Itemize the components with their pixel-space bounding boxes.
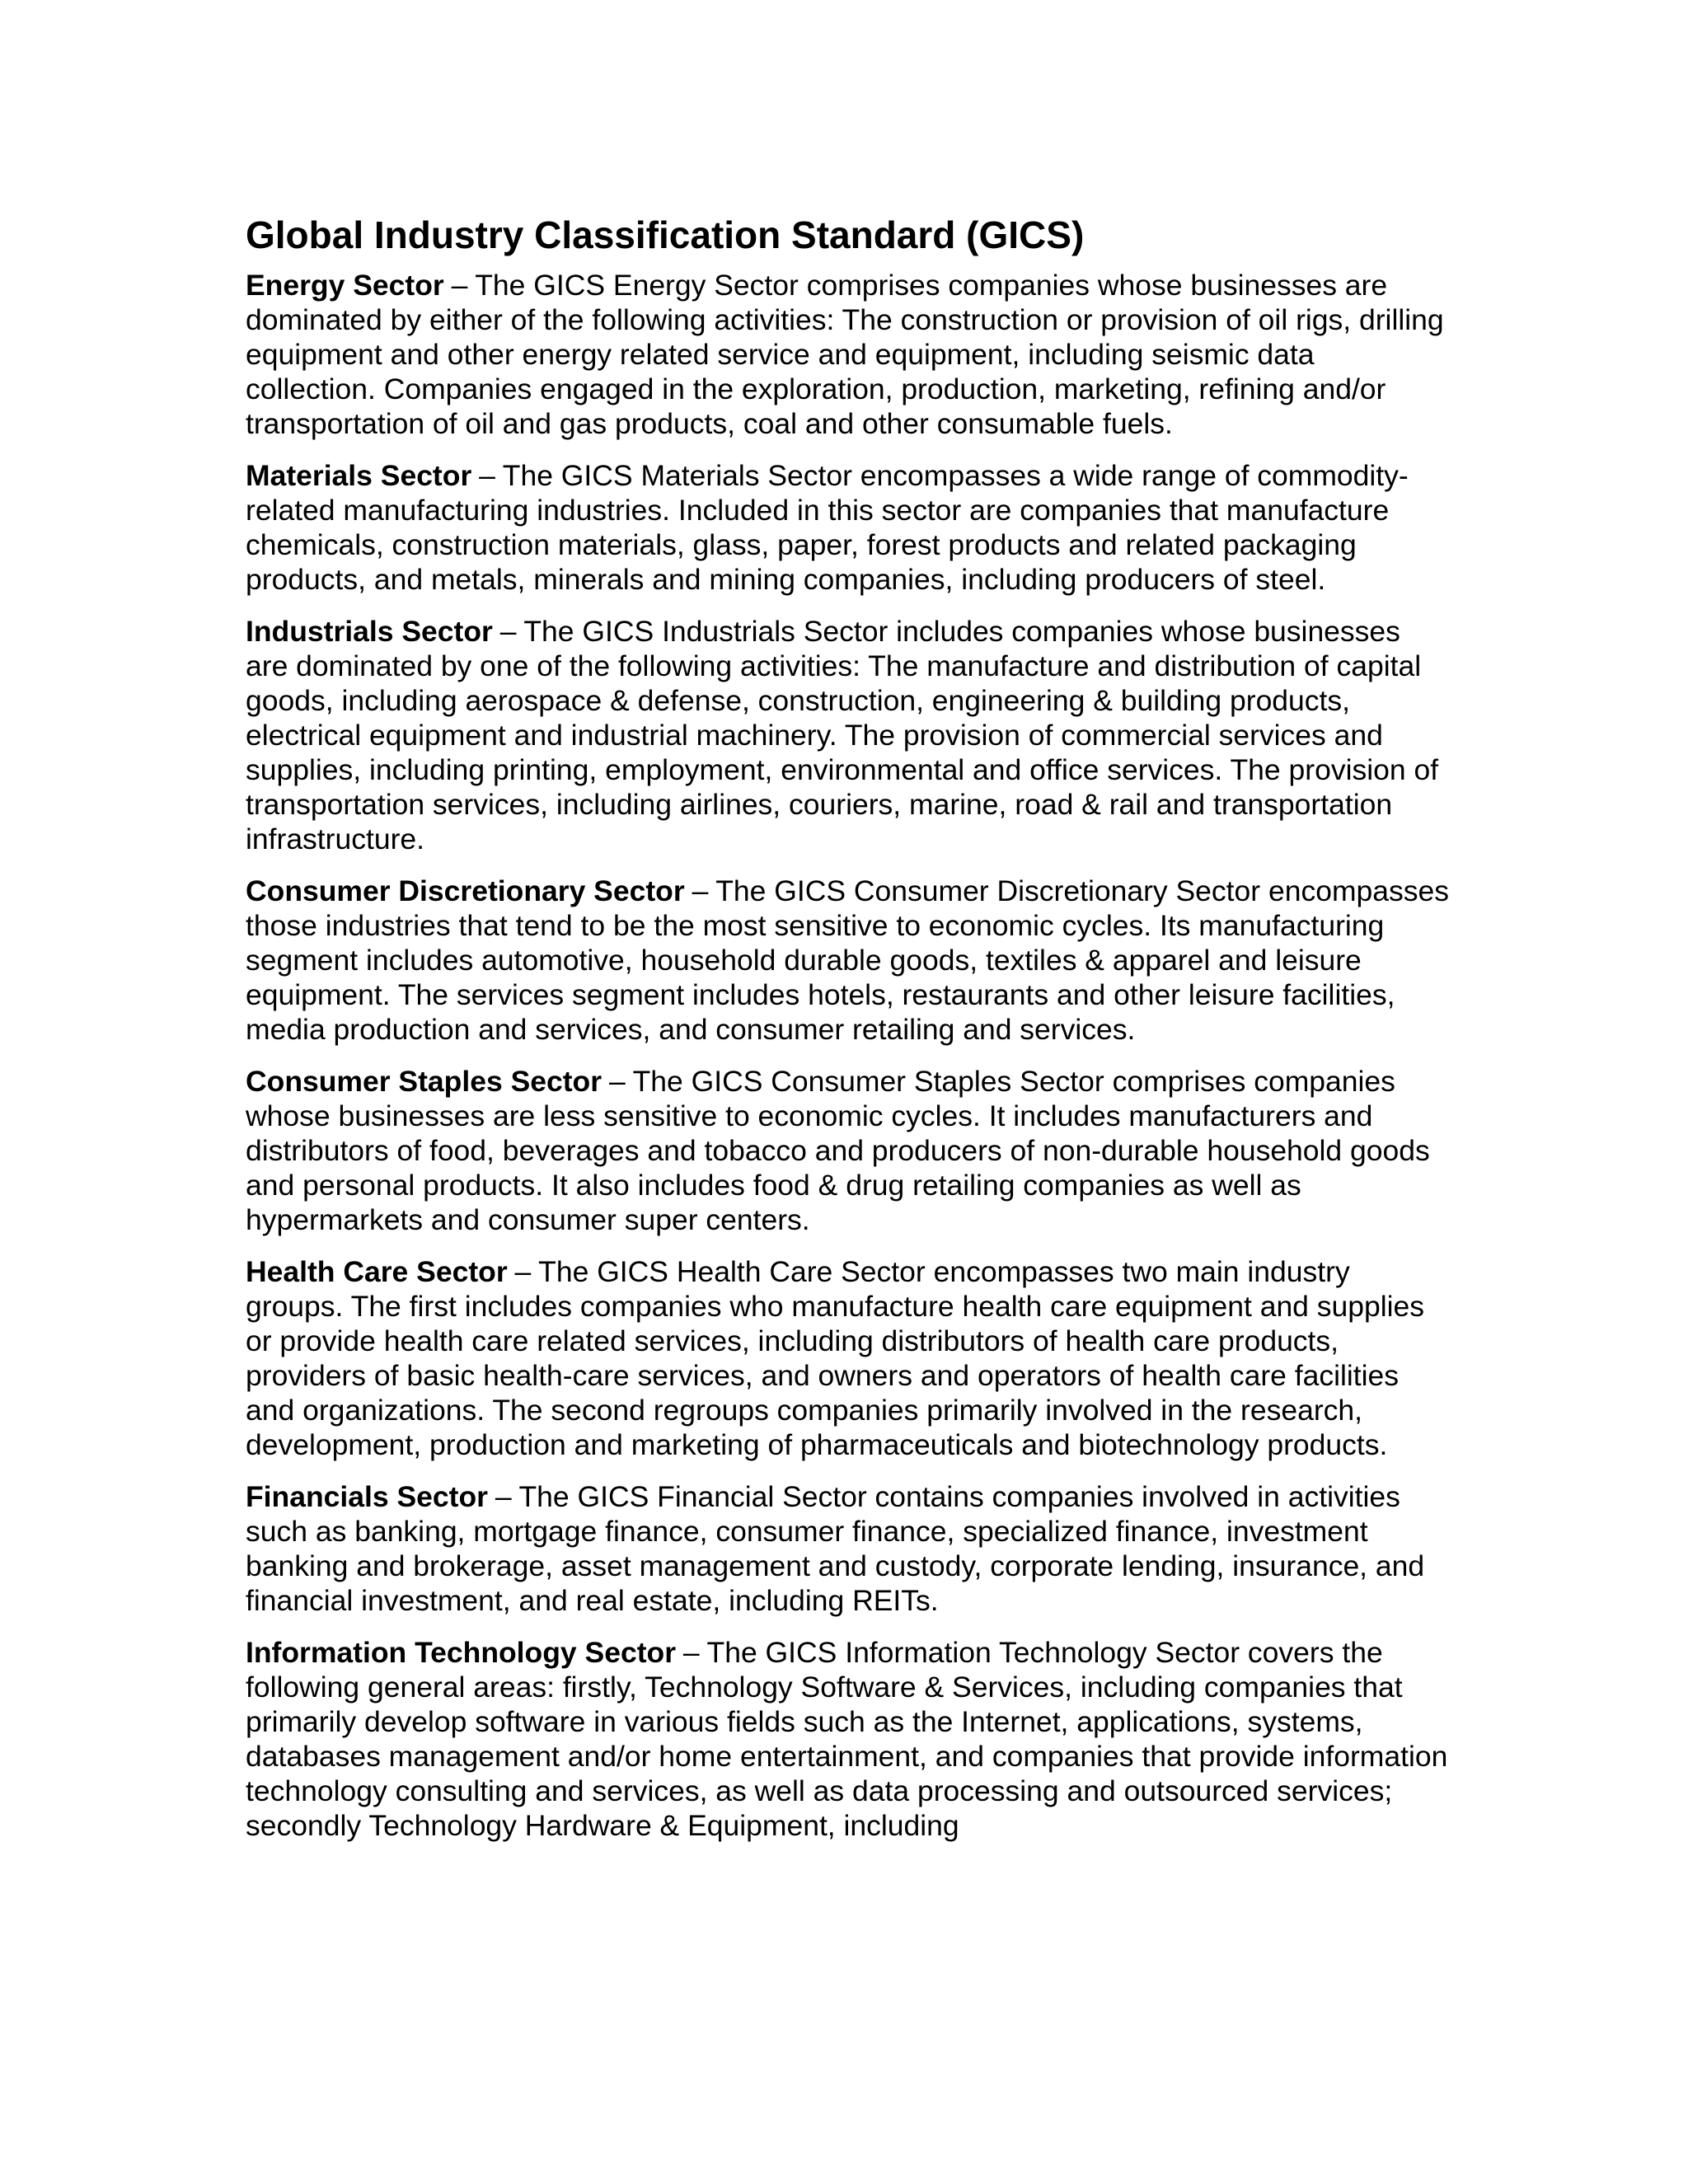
separator: – bbox=[495, 1480, 512, 1513]
sector-consumer-discretionary bbox=[246, 874, 1449, 1047]
separator: – bbox=[608, 1065, 626, 1098]
sector-name: Industrials Sector bbox=[246, 615, 493, 648]
sector-description: The GICS Information Technology Sector covers the following general areas: firstly, Technology Software & Services, including companies that primarily develop software in various fields such as the Internet, applications, systems, databases management and/or home entertainment, and companies that provide information technology consulting and services, as well as data processing and outsourced services; secondly Technology Hardware & Equipment, including bbox=[246, 1636, 1448, 1842]
sector-financials bbox=[246, 1479, 1449, 1618]
sector-consumer-staples bbox=[246, 1064, 1449, 1237]
sector-name: Consumer Discretionary Sector bbox=[246, 874, 685, 907]
sector-energy bbox=[246, 268, 1449, 441]
sector-description: The GICS Health Care Sector encompasses two main industry groups. The first includes companies who manufacture health care equipment and supplies or provide health care related services, including distributors of health care products, providers of basic health-care services, and owners and operators of health care facilities and organizations. The second regroups companies primarily involved in the research, development, production and marketing of pharmaceuticals and biotechnology products. bbox=[246, 1255, 1425, 1461]
separator: – bbox=[692, 874, 709, 907]
document-title: Global Industry Classification Standard (GICS) bbox=[246, 213, 1085, 256]
sector-description: The GICS Financial Sector contains companies involved in activities such as banking, mortgage finance, consumer finance, specialized finance, investment banking and brokerage, asset management and custody, corporate lending, insurance, and financial investment, and real estate, including REITs. bbox=[246, 1480, 1425, 1617]
sector-description: The GICS Consumer Staples Sector comprises companies whose businesses are less sensitive to economic cycles. It includes manufacturers and distributors of food, beverages and tobacco and producers of non-durable household goods and personal products. It also includes food & drug retailing companies as well as hypermarkets and consumer super centers. bbox=[246, 1065, 1430, 1236]
separator: – bbox=[451, 269, 468, 302]
sector-industrials bbox=[246, 614, 1449, 856]
sector-information-technology bbox=[246, 1635, 1449, 1843]
separator: – bbox=[499, 615, 517, 648]
sector-materials bbox=[246, 458, 1449, 597]
separator: – bbox=[479, 459, 495, 492]
sector-description: The GICS Materials Sector encompasses a wide range of commodity-related manufacturing industries. Included in this sector are companies that manufacture chemicals, construction materials, glass, paper, forest products and related packaging products, and metals, minerals and mining companies, including producers of steel. bbox=[246, 459, 1409, 596]
sector-name: Financials Sector bbox=[246, 1480, 488, 1513]
sector-description: The GICS Energy Sector comprises companies whose businesses are dominated by either of the following activities: The construction or provision of oil rigs, drilling equipment and other energy related service and equipment, including seismic data collection. Companies engaged in the exploration, production, marketing, refining and/or transportation of oil and gas products, coal and other consumable fuels. bbox=[246, 269, 1444, 440]
sector-description: The GICS Industrials Sector includes companies whose businesses are dominated by one of the following activities: The manufacture and distribution of capital goods, including aerospace & defense, construction, engineering & building products, electrical equipment and industrial machinery. The provision of commercial services and supplies, including printing, employment, environmental and office services. The provision of transportation services, including airlines, couriers, marine, road & rail and transportation infrastructure. bbox=[246, 615, 1439, 855]
separator: – bbox=[682, 1636, 700, 1669]
sector-description: The GICS Consumer Discretionary Sector encompasses those industries that tend to be the most sensitive to economic cycles. Its manufacturing segment includes automotive, household durable goods, textiles & apparel and leisure equipment. The services segment includes hotels, restaurants and other leisure facilities, media production and services, and consumer retailing and services. bbox=[246, 874, 1449, 1046]
sector-name: Materials Sector bbox=[246, 459, 472, 492]
sector-name: Health Care Sector bbox=[246, 1255, 508, 1288]
document-page bbox=[246, 210, 1449, 1860]
sector-health-care bbox=[246, 1254, 1449, 1462]
separator: – bbox=[514, 1255, 532, 1288]
sector-name: Consumer Staples Sector bbox=[246, 1065, 603, 1098]
sector-name: Energy Sector bbox=[246, 269, 444, 302]
sector-name: Information Technology Sector bbox=[246, 1636, 677, 1669]
